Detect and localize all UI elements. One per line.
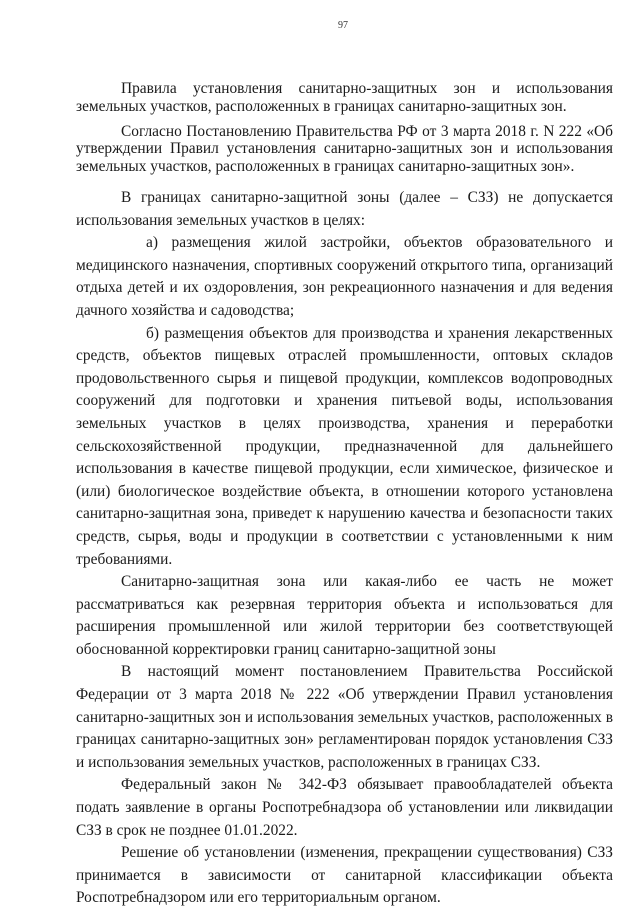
list-item-a: а) размещения жилой застройки, объектов образовательного и медицинского назначения, спортивных сооружений открытого типа, организаций отдыха детей и их оздоровления, зон рекреационного назначения и для ведения дачного хозяйства и садоводства;: [76, 234, 613, 319]
paragraph-decree-reference: Согласно Постановлению Правительства РФ от 3 марта 2018 г. N 222 «Об утверждении Правил установления санитарно-защитных зон и использования земельных участков, расположенных в границах санитарно-защитных зон».: [76, 122, 613, 175]
title-paragraph: Правила установления санитарно-защитных зон и использования земельных участков, расположенных в границах санитарно-защитных зон.: [76, 80, 613, 115]
paragraph-reserve-territory: Санитарно-защитная зона или какая-либо ее часть не может рассматриваться как резервная территория объекта и использоваться для расширения промышленной или жилой территории без соответствующей обоснованной корректировки границ санитарно-защитной зоны: [76, 573, 613, 658]
document-body: [76, 187, 613, 910]
page-number: 97: [338, 20, 348, 31]
paragraph-federal-law: Федеральный закон № 342-ФЗ обязывает правообладателей объекта подать заявление в органы Роспотребнадзора об установлении или ликвидации СЗЗ в срок не позднее 01.01.2022.: [76, 776, 613, 839]
paragraph-current-regulation: В настоящий момент постановлением Правительства Российской Федерации от 3 марта 2018 № 222 «Об утверждении Правил установления санитарно-защитных зон и использования земельных участков, расположенных в границах санитарно-защитных зон» регламентирован порядок установления СЗЗ и использования земельных участков, расположенных в границах СЗЗ.: [76, 663, 613, 771]
document-intro: [76, 80, 613, 183]
paragraph-restrictions-intro: В границах санитарно-защитной зоны (далее – СЗЗ) не допускается использования земельных участков в целях:: [76, 189, 613, 229]
list-item-b: б) размещения объектов для производства и хранения лекарственных средств, объектов пищевых отраслей промышленности, оптовых складов продовольственного сырья и пищевой продукции, комплексов водопроводных сооружений для подготовки и хранения питьевой воды, использования земельных участков в целях производства, хранения и переработки сельскохозяйственной продукции, предназначенной для дальнейшего использования в качестве пищевой продукции, если химическое, физическое и (или) биологическое воздействие объекта, в отношении которого установлена санитарно-защитная зона, приведет к нарушению качества и безопасности таких средств, сырья, воды и продукции в соответствии с установленными к ним требованиями.: [76, 324, 613, 568]
paragraph-decision: Решение об установлении (изменения, прекращении существования) СЗЗ принимается в зависимости от санитарной классификации объекта Роспотребнадзором или его территориальным органом.: [76, 844, 613, 907]
